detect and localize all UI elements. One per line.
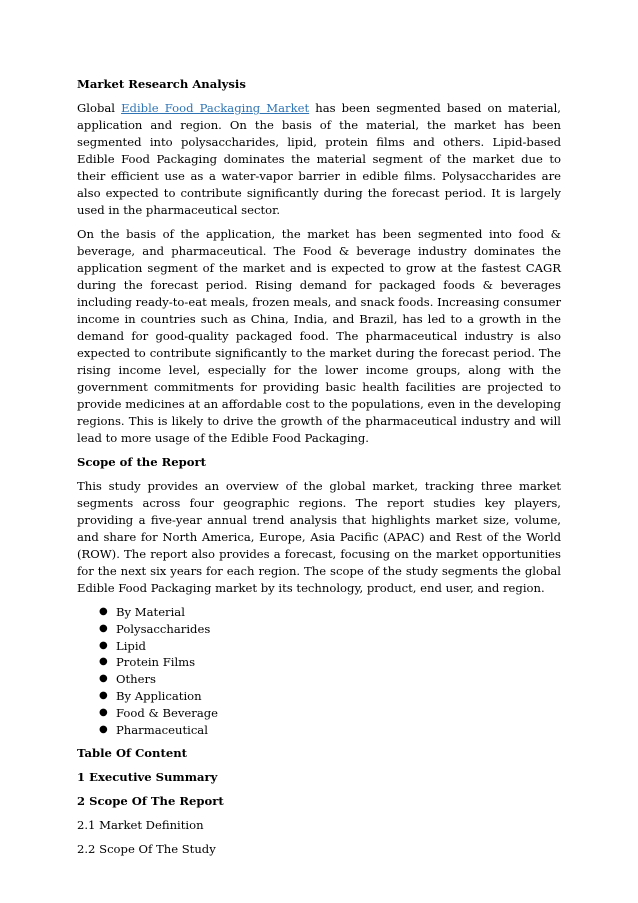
paragraph-material-segmentation <box>77 100 561 219</box>
list-item-label: By Material <box>116 605 185 619</box>
toc-entry-scope-of-report: 2 Scope Of The Report <box>77 794 224 809</box>
toc-entry-executive-summary: 1 Executive Summary <box>77 770 218 785</box>
bullet-icon: ● <box>99 673 108 685</box>
list-item <box>77 654 561 671</box>
list-item-label: Protein Films <box>116 655 196 670</box>
document-page <box>77 76 561 865</box>
list-item <box>77 604 561 621</box>
bullet-icon: ● <box>99 656 108 668</box>
bullet-icon: ● <box>99 723 108 735</box>
list-item-label: Pharmaceutical <box>116 722 208 737</box>
bullet-icon: ● <box>99 689 108 701</box>
paragraph-prefix: Global <box>77 101 122 115</box>
table-of-content-heading: Table Of Content <box>77 746 187 761</box>
list-item <box>77 705 561 722</box>
bullet-icon: ● <box>99 706 108 718</box>
segment-bullet-list <box>77 604 561 738</box>
list-item-label: Food & Beverage <box>116 705 219 720</box>
paragraph-application-segmentation: On the basis of the application, the market has been segmented into food & beverage, and pharmaceutical. The Food & beverage industry dominates the application segment of the market and is expected to grow at the fastest CAGR during the forecast period. Rising demand for packaged foods & beverages including ready-to-eat meals, frozen meals, and snack foods. Increasing consumer income in countries such as China, India, and Brazil, has led to a growth in the demand for good-quality packaged food. The pharmaceutical industry is also expected to contribute significantly to the market during the forecast period. The rising income level, especially for the lower income groups, along with the government commitments for providing basic health facilities are projected to provide medicines at an affordable cost to the populations, even in the developing regions. This is likely to drive the growth of the pharmaceutical industry and will lead to more usage of the Edible Food Packaging. <box>77 227 561 445</box>
market-research-heading: Market Research Analysis <box>77 77 246 91</box>
toc-entry-market-definition: 2.1 Market Definition <box>77 818 204 833</box>
bullet-icon: ● <box>99 622 108 634</box>
list-item <box>77 638 561 655</box>
bullet-icon: ● <box>99 639 108 651</box>
list-item-label: Polysaccharides <box>116 621 211 636</box>
list-item <box>77 722 561 739</box>
toc-entry-scope-of-study: 2.2 Scope Of The Study <box>77 842 216 857</box>
list-item-label: Lipid <box>116 638 146 653</box>
paragraph-suffix: has been segmented based on material, application and region. On the basis of the material, the market has been segmented into polysaccharides, lipid, protein films and others. Lipid-based Edible Food Packaging dominates the material segment of the market due to their efficient use as a water-vapor barrier in edible films. Polysaccharides are also expected to contribute significantly during the forecast period. It is largely used in the pharmaceutical sector. <box>77 101 561 217</box>
bullet-icon: ● <box>99 606 108 617</box>
list-item <box>77 621 561 638</box>
scope-heading: Scope of the Report <box>77 455 206 469</box>
list-item <box>77 671 561 688</box>
edible-food-packaging-market-link[interactable]: Edible Food Packaging Market <box>121 101 310 115</box>
list-item-label: By Application <box>116 688 202 703</box>
paragraph-scope: This study provides an overview of the global market, tracking three market segments across four geographic regions. The report studies key players, providing a five-year annual trend analysis that highlights market size, volume, and share for North America, Europe, Asia Pacific (APAC) and Rest of the World (ROW). The report also provides a forecast, focusing on the market opportunities for the next six years for each region. The scope of the study segments the global Edible Food Packaging market by its technology, product, end user, and region. <box>77 479 561 595</box>
list-item <box>77 688 561 705</box>
list-item-label: Others <box>116 672 156 687</box>
